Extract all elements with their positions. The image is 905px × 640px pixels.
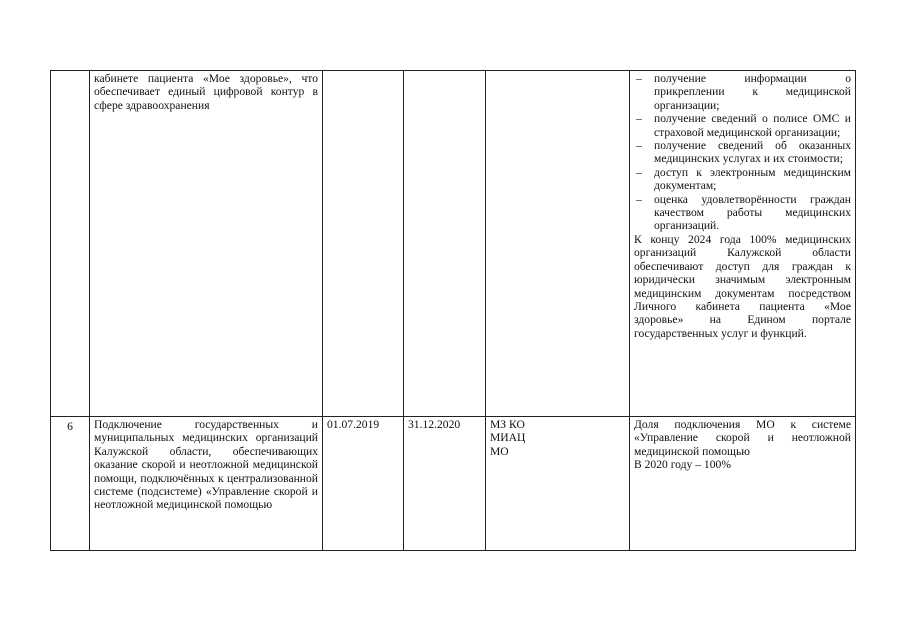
result-paragraph: К концу 2024 года 100% медицинских организаций Калужской области обеспечивают доступ для граждан к юридически значимым электронным медицинским документам посредством Личного кабинета пациента «Мое здоровье» на Едином портале государственных услуг и функций. bbox=[634, 232, 851, 340]
result-target: В 2020 году – 100% bbox=[634, 458, 731, 472]
responsible-org: МЗ КО bbox=[490, 418, 525, 431]
list-item bbox=[634, 193, 851, 233]
end-date-cell bbox=[404, 417, 486, 551]
list-item-text: получение сведений о полисе ОМС и страховой медицинской организации; bbox=[654, 112, 851, 139]
row-number-cell bbox=[51, 417, 90, 551]
dash-marker: – bbox=[636, 192, 642, 206]
list-item-text: получение информации о прикреплении к медицинской организации; bbox=[654, 72, 851, 112]
end-date-cell bbox=[404, 71, 486, 417]
responsible-org: МИАЦ bbox=[490, 431, 526, 445]
responsible-cell bbox=[486, 417, 630, 551]
start-date: 01.07.2019 bbox=[327, 418, 380, 431]
responsible-org: МО bbox=[490, 444, 509, 458]
result-cell bbox=[630, 417, 856, 551]
measure-description: Подключение государственных и муниципальных медицинских организаций Калужской области, обеспечивающих оказание скорой и неотложной медицинской помощи, подключённых к централизованной системе (подсистеме) «Управление скорой и неотложной медицинской помощью bbox=[94, 418, 318, 512]
result-cell bbox=[630, 71, 856, 417]
list-item-text: доступ к электронным медицинским документам; bbox=[654, 165, 851, 193]
dash-marker: – bbox=[636, 139, 642, 153]
responsible-cell bbox=[486, 71, 630, 417]
plan-table bbox=[50, 70, 856, 551]
result-indicator: Доля подключения МО к системе «Управление скорой и неотложной медицинской помощью bbox=[634, 418, 851, 458]
list-item-text: получение сведений об оказанных медицинских услугах и их стоимости; bbox=[654, 139, 851, 166]
table-row bbox=[51, 417, 856, 551]
list-item-text: оценка удовлетворённости граждан качеством работы медицинских организаций. bbox=[654, 192, 851, 233]
start-date-cell bbox=[323, 71, 404, 417]
list-item bbox=[634, 72, 851, 112]
dash-marker: – bbox=[636, 165, 642, 179]
table-row bbox=[51, 71, 856, 417]
measure-description-cell bbox=[90, 71, 323, 417]
list-item bbox=[634, 166, 851, 193]
dash-marker: – bbox=[636, 72, 642, 85]
list-item bbox=[634, 139, 851, 166]
result-list bbox=[634, 72, 851, 233]
list-item bbox=[634, 112, 851, 139]
measure-description: кабинете пациента «Мое здоровье», что обеспечивает единый цифровой контур в сфере здравоохранения bbox=[94, 72, 318, 112]
dash-marker: – bbox=[636, 112, 642, 126]
row-number: 6 bbox=[67, 420, 73, 433]
start-date-cell bbox=[323, 417, 404, 551]
row-number-cell bbox=[51, 71, 90, 417]
measure-description-cell bbox=[90, 417, 323, 551]
end-date: 31.12.2020 bbox=[408, 418, 461, 431]
